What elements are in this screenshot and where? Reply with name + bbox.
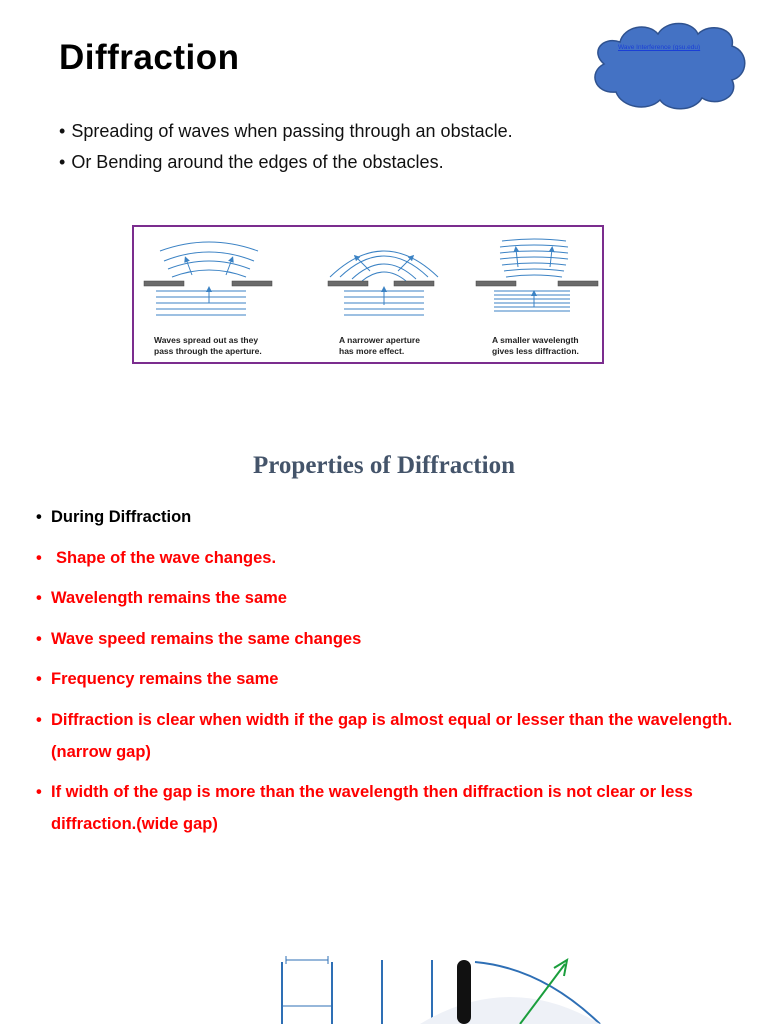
cloud-link[interactable]: Wave Interference (gsu.edu) xyxy=(618,44,701,51)
intro-bullets xyxy=(59,116,513,178)
list-item: • During Diffraction xyxy=(36,501,764,533)
caption-1: Waves spread out as they pass through the aperture. xyxy=(154,335,262,356)
slide-title: Diffraction xyxy=(59,38,240,77)
barrier-right-3 xyxy=(558,281,598,286)
cloud-shape xyxy=(586,14,752,114)
properties-list xyxy=(36,501,764,849)
barrier-left-1 xyxy=(144,281,184,286)
barrier-post xyxy=(457,960,471,1024)
barrier-left-3 xyxy=(476,281,516,286)
list-item: • Wave speed remains the same changes xyxy=(36,623,764,655)
barrier-right-1 xyxy=(232,281,272,286)
panel-1-waves xyxy=(156,242,258,315)
list-item: • Diffraction is clear when width if the gap is almost equal or lesser than the wavelength.(narrow gap) xyxy=(36,704,764,768)
barrier-left-2 xyxy=(328,281,368,286)
list-item: • Wavelength remains the same xyxy=(36,582,764,614)
barrier-right-2 xyxy=(394,281,434,286)
intro-bullet: • Or Bending around the edges of the obstacles. xyxy=(59,147,513,178)
properties-heading: Properties of Diffraction xyxy=(253,452,515,479)
panel-3-waves xyxy=(494,239,570,311)
barriers xyxy=(144,281,598,286)
list-item: • Frequency remains the same xyxy=(36,663,764,695)
diffraction-figure xyxy=(132,225,604,364)
caption-3: A smaller wavelength gives less diffraction. xyxy=(492,335,579,356)
bottom-diagram xyxy=(270,950,610,1024)
intro-bullet: • Spreading of waves when passing through an obstacle. xyxy=(59,116,513,147)
list-item: • If width of the gap is more than the wavelength then diffraction is not clear or less diffraction.(wide gap) xyxy=(36,776,764,840)
list-item: • Shape of the wave changes. xyxy=(36,542,764,574)
caption-2: A narrower aperture has more effect. xyxy=(339,335,420,356)
